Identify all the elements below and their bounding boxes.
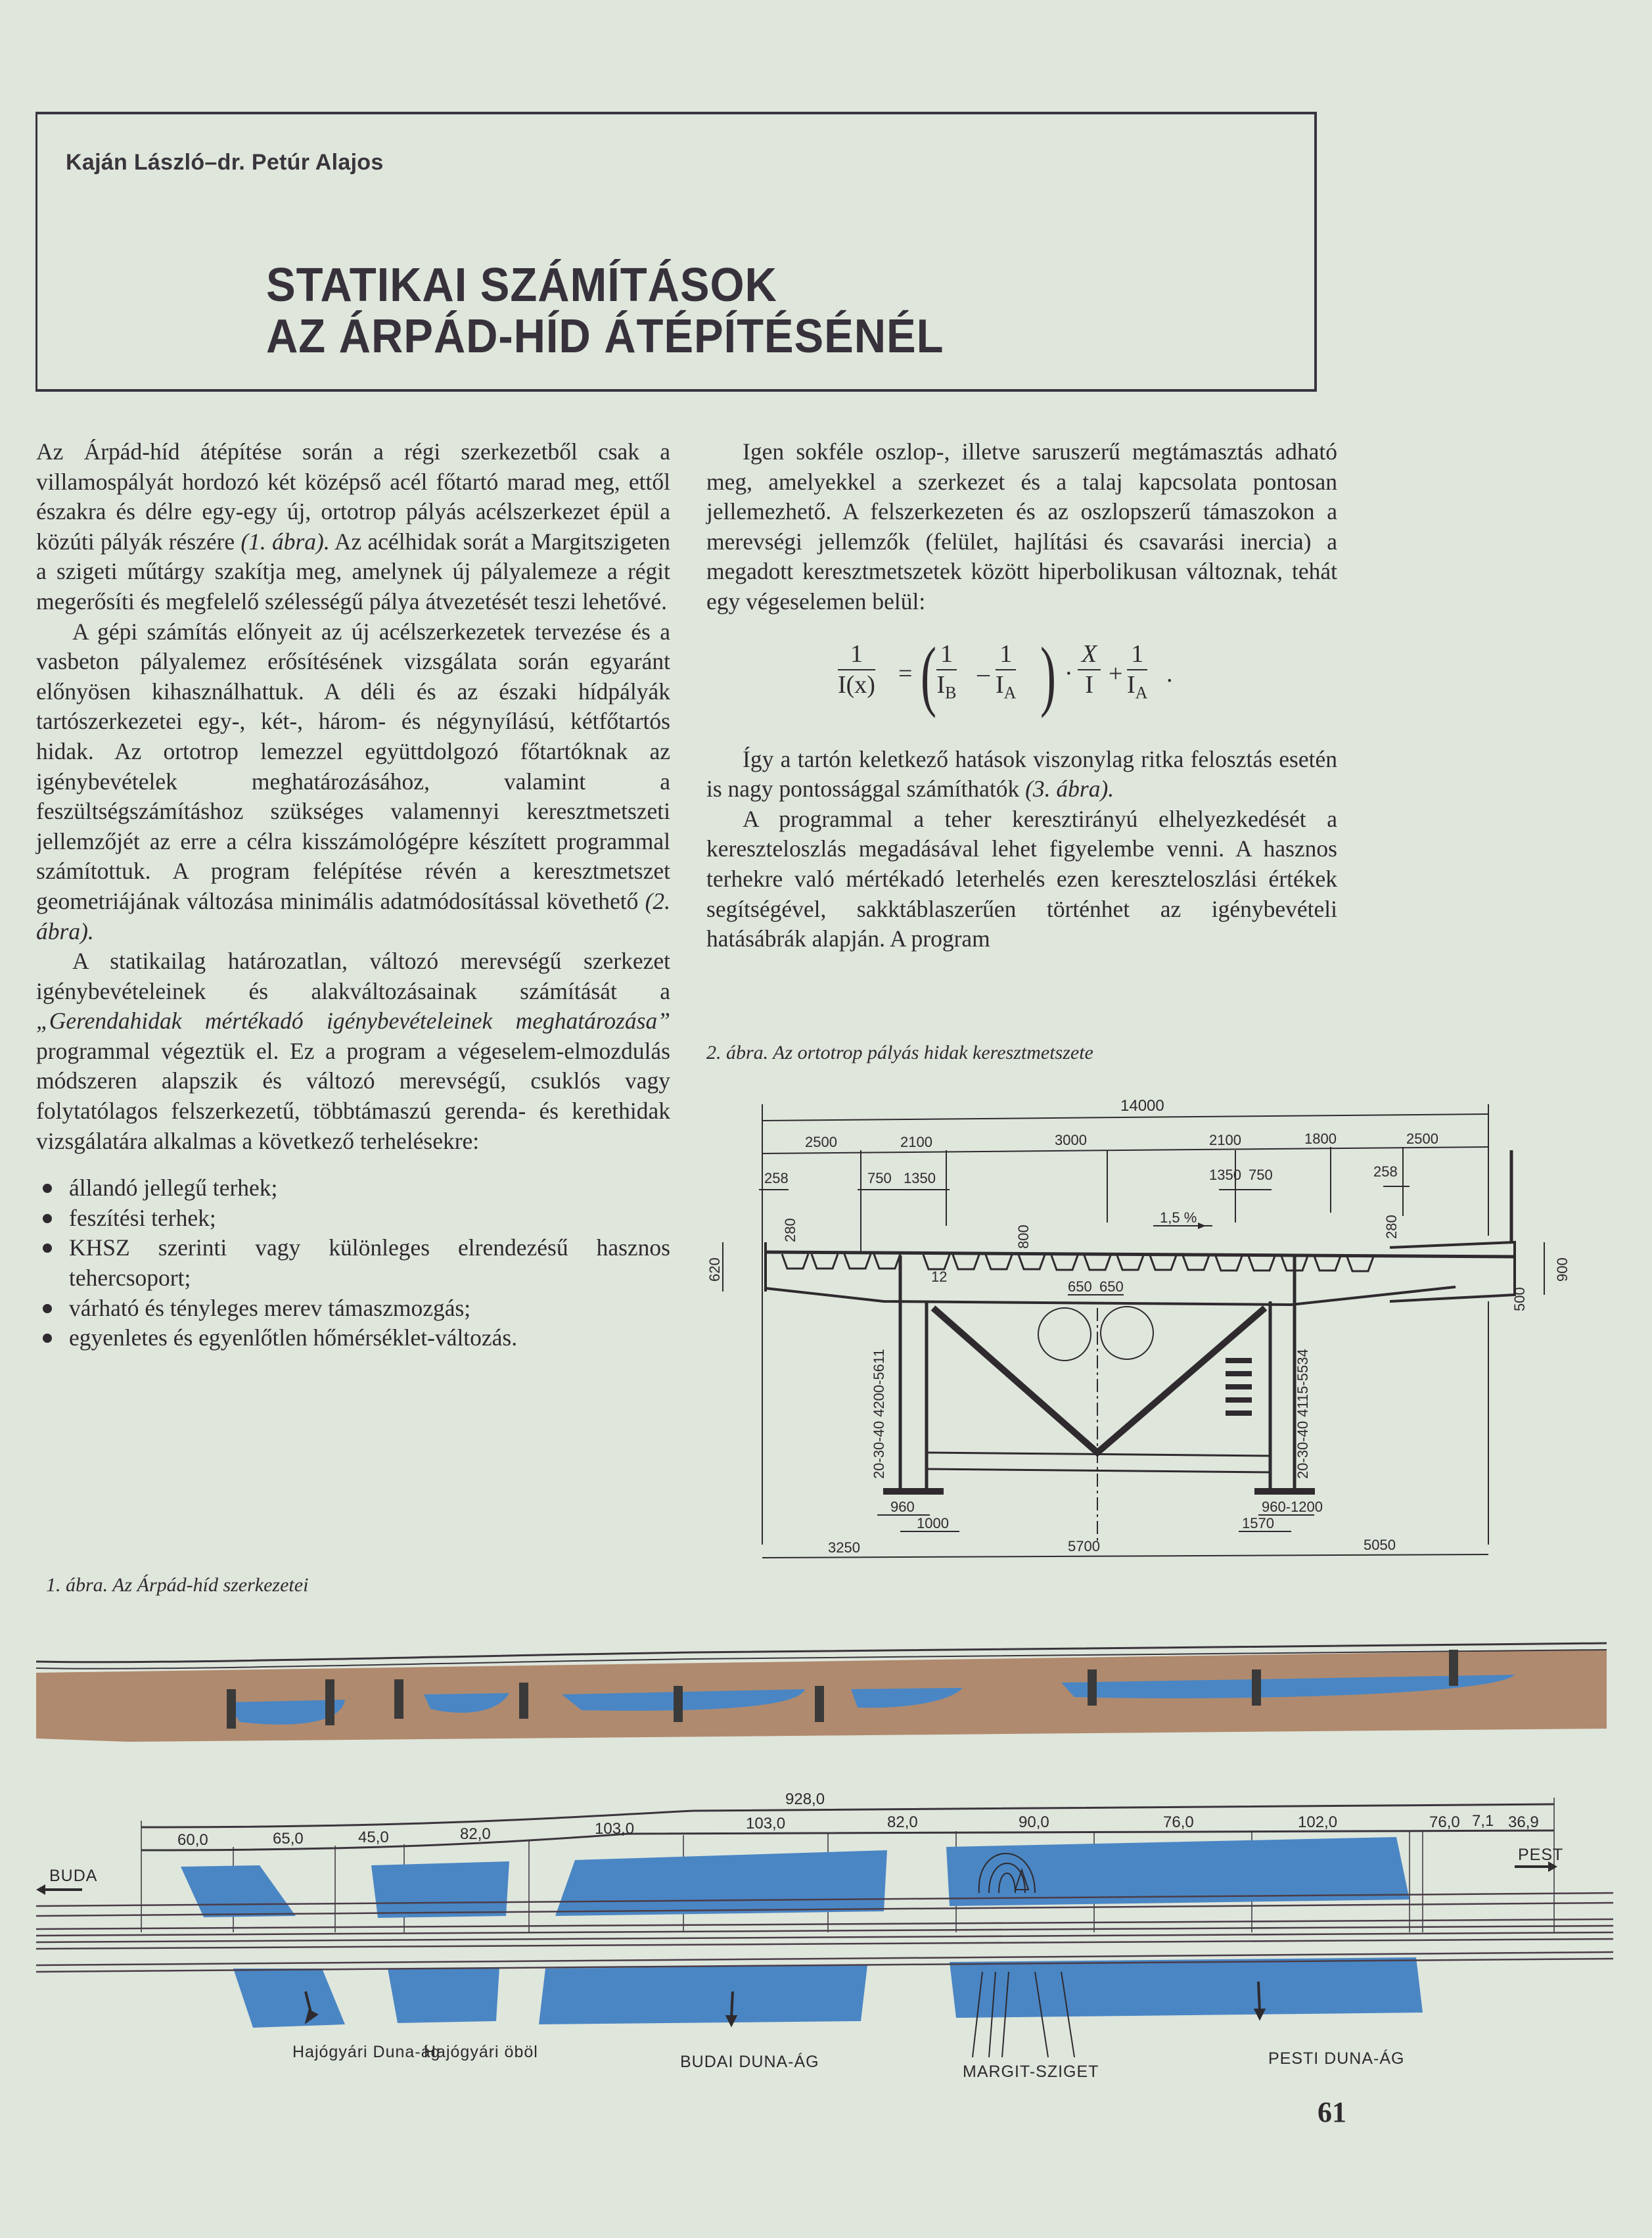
dim-900: 900	[1554, 1257, 1571, 1282]
span-label: 103,0	[595, 1820, 635, 1838]
dim-1000: 1000	[917, 1515, 949, 1531]
list-item: állandó jellegű terhek;	[36, 1173, 670, 1203]
label-margit-sziget: MARGIT-SZIGET	[963, 2063, 1099, 2081]
dim-bottom: 5050	[1364, 1537, 1396, 1553]
direction-buda	[36, 1867, 97, 1895]
dim-line-total	[762, 1114, 1488, 1121]
span-label: 36,9	[1508, 1813, 1539, 1831]
dim-segment: 3000	[1055, 1132, 1087, 1148]
left-column	[36, 437, 670, 1353]
bullet-icon	[43, 1304, 52, 1313]
span-label: 76,0	[1429, 1813, 1460, 1831]
formula-term-b: $\frac{1}{I_B}$	[936, 640, 957, 703]
span-label: 7,1	[1472, 1812, 1494, 1830]
figure-ref: (1. ábra).	[241, 528, 330, 555]
svg-text:BUDA: BUDA	[49, 1867, 98, 1885]
plan-water	[181, 1837, 1423, 2028]
formula-lhs: $\frac{1}{I(x)}$	[838, 640, 875, 699]
label-pesti-duna-ag: PESTI DUNA-ÁG	[1268, 2049, 1405, 2068]
span-label: 90,0	[1019, 1813, 1049, 1831]
label-hajogyari-obol: Hajógyári öböl	[424, 2043, 538, 2061]
dim-280-right: 280	[1383, 1215, 1400, 1239]
formula-term-d: $\frac{1}{I_A}$	[1127, 640, 1148, 703]
dim-bottom: 5700	[1068, 1538, 1100, 1554]
dim-960: 960	[890, 1499, 915, 1515]
program-name: „Gerendahidak mértékadó igénybevételeinek meghatározása”	[36, 1008, 670, 1035]
dim-960-1200: 960-1200	[1262, 1499, 1323, 1515]
direction-pest	[1515, 1846, 1563, 1872]
bridge-elevation-and-plan	[36, 1623, 1626, 2202]
paragraph-6: A programmal a teher keresztirányú elhelyezkedését a kereszteloszlás megadásával lehet figyelembe venni. A hasznos terhekre való mértékadó leterhelés ezen kereszteloszlási értékek segítségével, sakktáblaszerűen történhet az igénybevételi hatásábrák alapján. A program	[706, 805, 1337, 952]
dim-segment: 2500	[1406, 1131, 1438, 1147]
dim-280-left: 280	[782, 1218, 798, 1242]
title-line-1: STATIKAI SZÁMÍTÁSOK	[266, 259, 777, 312]
formula-term-x: $\frac{X}{I}$	[1078, 640, 1101, 701]
paragraph-2: A gépi számítás előnyeit az új acélszerkezetek tervezése és a vasbeton pályalemez erősítésének vizsgálata során egyaránt előnyösen kihasználhattuk. A déli és az északi hídpályák tartószerkezetei egy-, két-, három- és négynyílású, kétfőtartós hidak. Az ortotrop lemezzel együttdolgozó főtartóknak az igénybevételek meghatározásához, valamint a feszültségszámításhoz szükséges valamennyi keresztmetszeti jellemzőjét az erre a célra kisszámológépre készített programmal számítottuk. A program felépítése révén a keresztmetszet geometriájának változása minimális adatmódosítással követhető (2. ábra).	[36, 618, 671, 944]
dim-12: 12	[931, 1269, 948, 1285]
figure-ref: (3. ábra).	[1025, 776, 1114, 803]
authors: Kaján László–dr. Petúr Alajos	[66, 150, 384, 175]
span-label: 65,0	[273, 1830, 304, 1848]
bullet-icon	[43, 1334, 52, 1343]
dim-800: 800	[1015, 1224, 1032, 1249]
right-column	[706, 437, 1337, 954]
list-item: KHSZ szerinti vagy különleges elrendezésű hasznos tehercsoport;	[36, 1233, 670, 1293]
span-label: 82,0	[887, 1813, 918, 1831]
load-list	[36, 1173, 670, 1353]
label-budai-duna-ag: BUDAI DUNA-ÁG	[680, 2053, 819, 2071]
span-label: 82,0	[460, 1825, 491, 1843]
dim-line-total	[141, 1804, 1554, 1827]
dim-detail: 1350	[904, 1170, 936, 1186]
paren-close: )	[1040, 630, 1056, 718]
formula-term-a: $\frac{1}{I_A}$	[996, 640, 1017, 703]
paragraph-5: Így a tartón keletkező hatások viszonylag ritka felosztás esetén is nagy pontossággal számíthatók (3. ábra).	[706, 745, 1337, 803]
dim-500: 500	[1511, 1287, 1528, 1311]
dim-detail: 750	[1249, 1167, 1273, 1183]
slope-label: 1,5 %	[1160, 1209, 1197, 1226]
span-label: 102,0	[1298, 1813, 1338, 1831]
paragraph-1: Az Árpád-híd átépítése során a régi szerkezetből csak a villamospályát hordozó két középső acél főtartó marad meg, ettől északra és délre egy-egy új, ortotrop pályás acélszerkezet épül a közúti pályák részére (1. ábra). Az acélhidak sorát a Margitszigeten a szigeti műtárgy szakítja meg, amelynek új pályalemeze a régit megerősíti és megfelelő szélességű pálya átvezetését teszi lehetővé.	[36, 438, 671, 615]
list-item: egyenletes és egyenlőtlen hőmérséklet-változás.	[36, 1323, 670, 1353]
dim-bottom: 3250	[828, 1539, 860, 1556]
span-label: 103,0	[746, 1815, 786, 1832]
dim-line-segments	[762, 1147, 1488, 1154]
bullet-icon	[43, 1184, 52, 1193]
span-label: 76,0	[1163, 1813, 1194, 1831]
cross-section-diagram	[700, 1084, 1580, 1584]
span-label: 60,0	[177, 1831, 208, 1849]
dim-detail: 750	[867, 1170, 892, 1186]
stiffness-formula: $\frac{1}{I(x)}$ = ( $\frac{1}{I_B}$ – $\frac{1}{I_A}$ ) · $\frac{X}{I}$ + $\frac{1}{I_A}$ .	[838, 630, 1173, 718]
article-title	[266, 260, 944, 362]
paragraph-4: Igen sokféle oszlop-, illetve saruszerű megtámasztás adható meg, amelyekkel a szerkezet és a talaj kapcsolata pontosan jellemezhető. A felszerkezeten és az oszlopszerű támaszokon a merevségi jellemzők (felület, hajlítási és csavarási inercia) a megadott keresztmetszetek között hiperbolikusan változnak, tehát egy végeselemen belül:	[706, 438, 1337, 615]
paren-open: (	[920, 630, 936, 718]
figure-ref: (2. ábra).	[36, 887, 671, 944]
column-dim-right: 20-30-40 4115-5534	[1295, 1349, 1311, 1479]
dim-segment: 2100	[1209, 1132, 1241, 1148]
column-dim-left: 20-30-40 4200-5611	[871, 1349, 887, 1479]
page-number: 61	[1318, 2096, 1346, 2128]
dim-total: 14000	[1120, 1097, 1164, 1115]
dim-segment: 1800	[1304, 1131, 1337, 1147]
svg-text:PEST: PEST	[1518, 1846, 1564, 1864]
dim-detail: 258	[764, 1170, 789, 1186]
paragraph-3: A statikailag határozatlan, változó merevségű szerkezet igénybevételeinek és alakváltozásainak számítását a „Gerendahidak mértékadó igénybevételeinek meghatározása” programmal végeztük el. Ez a program a végeselem-elmozdulás módszeren alapszik és változó merevségű, csuklós vagy folytatólagos felszerkezetű, többtámaszú gerenda- és kerethidak vizsgálatára alkalmas a következő terhelésekre:	[36, 948, 670, 1154]
arrow-left-icon	[36, 1884, 45, 1895]
dim-segment: 2100	[900, 1134, 932, 1150]
dim-segment: 2500	[805, 1134, 837, 1150]
dim-650: 650	[1099, 1278, 1124, 1295]
list-item: várható és tényleges merev támaszmozgás;	[36, 1294, 670, 1324]
span-label: 45,0	[358, 1829, 389, 1846]
bullet-icon	[43, 1244, 52, 1253]
label-hajogyari-duna-ag: Hajógyári Duna-ág	[292, 2043, 441, 2061]
dim-line-bottom	[762, 1554, 1488, 1558]
dim-1570: 1570	[1242, 1515, 1274, 1531]
figure-2-caption: 2. ábra. Az ortotrop pályás hidak keresztmetszete	[706, 1042, 1093, 1063]
slope-arrow-icon	[1198, 1223, 1206, 1229]
total-length: 928,0	[785, 1790, 825, 1808]
dim-620: 620	[706, 1257, 723, 1282]
dim-detail: 258	[1373, 1163, 1398, 1180]
dim-detail: 1350	[1209, 1167, 1241, 1183]
dim-650: 650	[1068, 1278, 1092, 1295]
title-line-2: AZ ÁRPÁD-HÍD ÁTÉPÍTÉSÉNÉL	[266, 310, 944, 363]
figure-1-caption: 1. ábra. Az Árpád-híd szerkezetei	[46, 1574, 309, 1596]
bullet-icon	[43, 1214, 52, 1223]
list-item: feszítési terhek;	[36, 1203, 670, 1234]
